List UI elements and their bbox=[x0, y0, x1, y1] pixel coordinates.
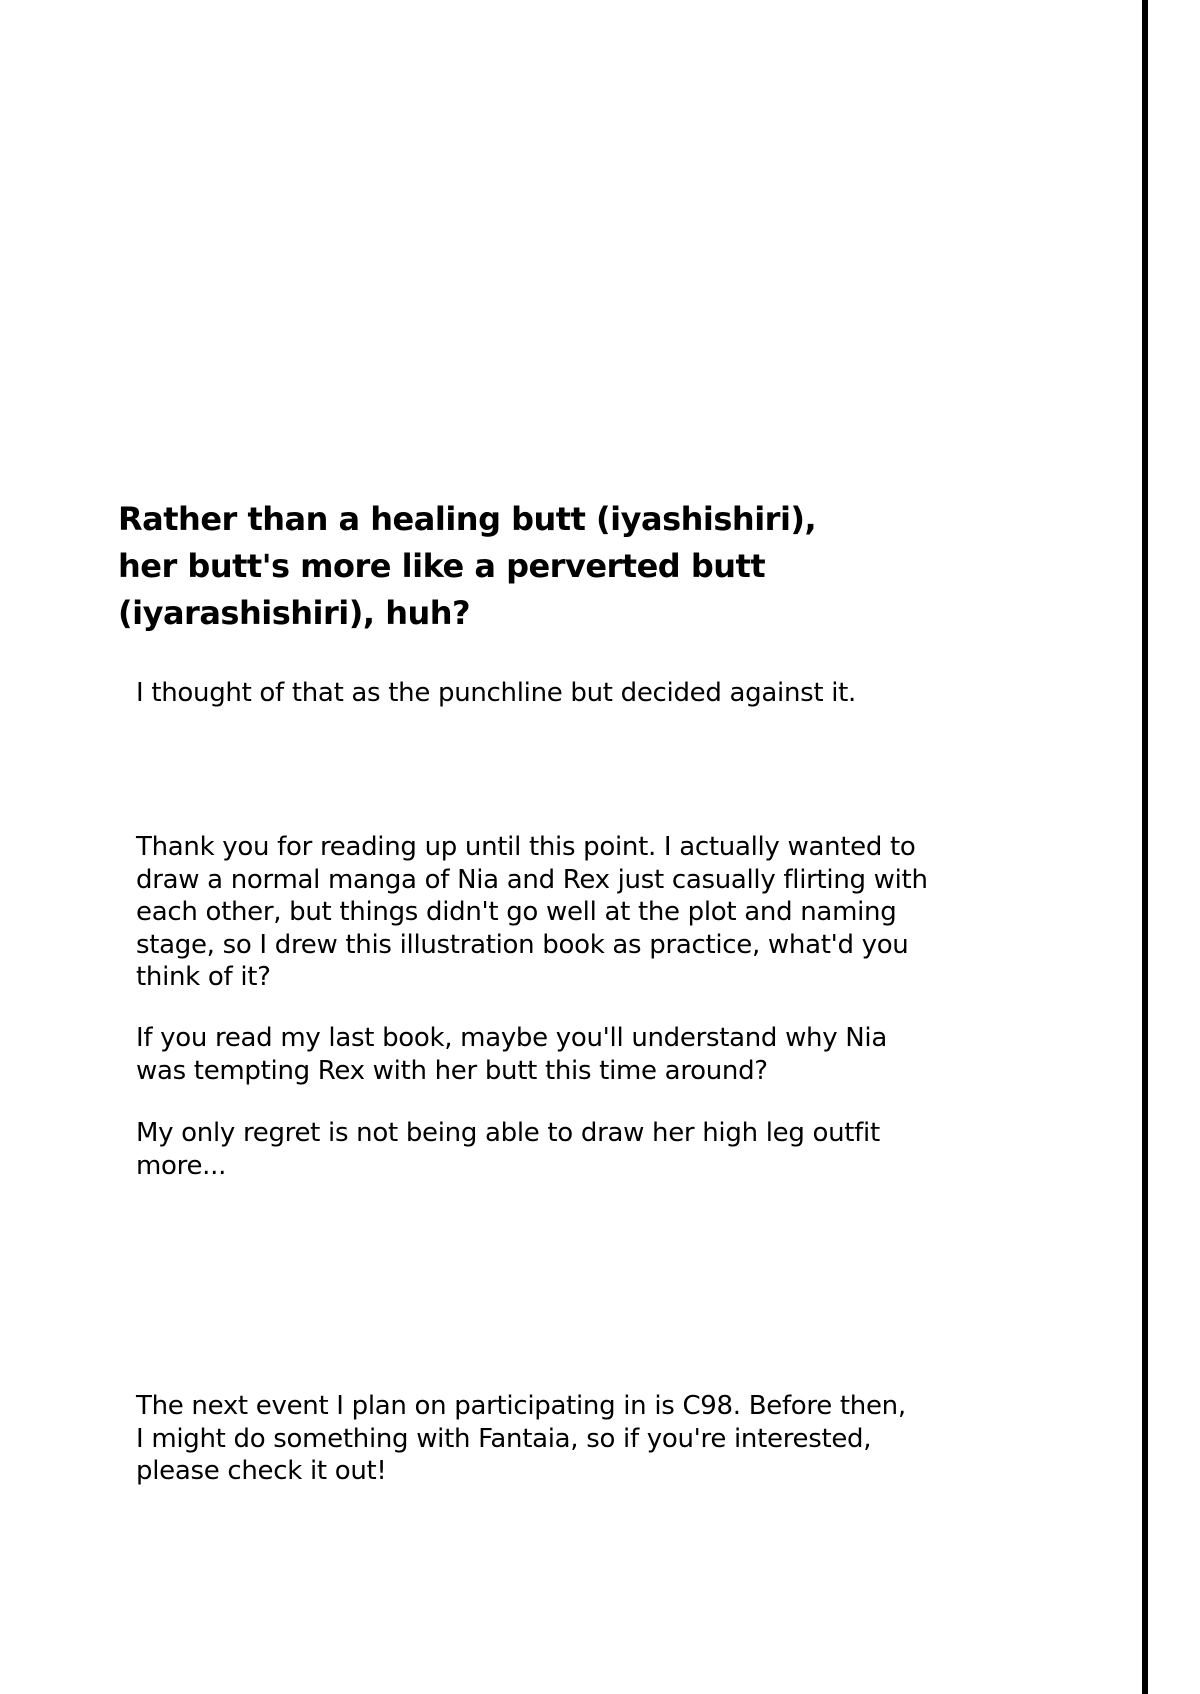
paragraph-line: more... bbox=[136, 1150, 227, 1181]
thank-you-paragraph bbox=[136, 831, 996, 994]
next-event-paragraph bbox=[136, 1390, 996, 1488]
paragraph-line: think of it? bbox=[136, 962, 271, 992]
heading-line: her butt's more like a perverted butt bbox=[118, 547, 766, 585]
heading-line: Rather than a healing butt (iyashishiri), bbox=[118, 500, 817, 538]
paragraph-line: please check it out! bbox=[136, 1456, 387, 1486]
paragraph-line: I thought of that as the punchline but decided against it. bbox=[136, 678, 857, 708]
paragraph-line: Thank you for reading up until this point. I actually wanted to bbox=[136, 832, 916, 862]
regret-paragraph bbox=[136, 1117, 996, 1182]
afterword-heading bbox=[118, 496, 878, 637]
paragraph-line: My only regret is not being able to draw her high leg outfit bbox=[136, 1118, 880, 1148]
punchline-note-paragraph bbox=[136, 677, 996, 710]
paragraph-line: draw a normal manga of Nia and Rex just casually flirting with bbox=[136, 864, 928, 895]
paragraph-line: I might do something with Fantaia, so if you're interested, bbox=[136, 1423, 872, 1454]
heading-line: (iyarashishiri), huh? bbox=[118, 594, 471, 632]
paragraph-line: The next event I plan on participating in is C98. Before then, bbox=[136, 1391, 906, 1421]
paragraph-line: If you read my last book, maybe you'll understand why Nia bbox=[136, 1023, 887, 1053]
paragraph-line: stage, so I drew this illustration book as practice, what'd you bbox=[136, 929, 909, 960]
paragraph-line: was tempting Rex with her butt this time around? bbox=[136, 1055, 768, 1086]
page-edge-border bbox=[1142, 0, 1148, 1694]
paragraph-line: each other, but things didn't go well at the plot and naming bbox=[136, 897, 897, 927]
last-book-paragraph bbox=[136, 1022, 996, 1087]
